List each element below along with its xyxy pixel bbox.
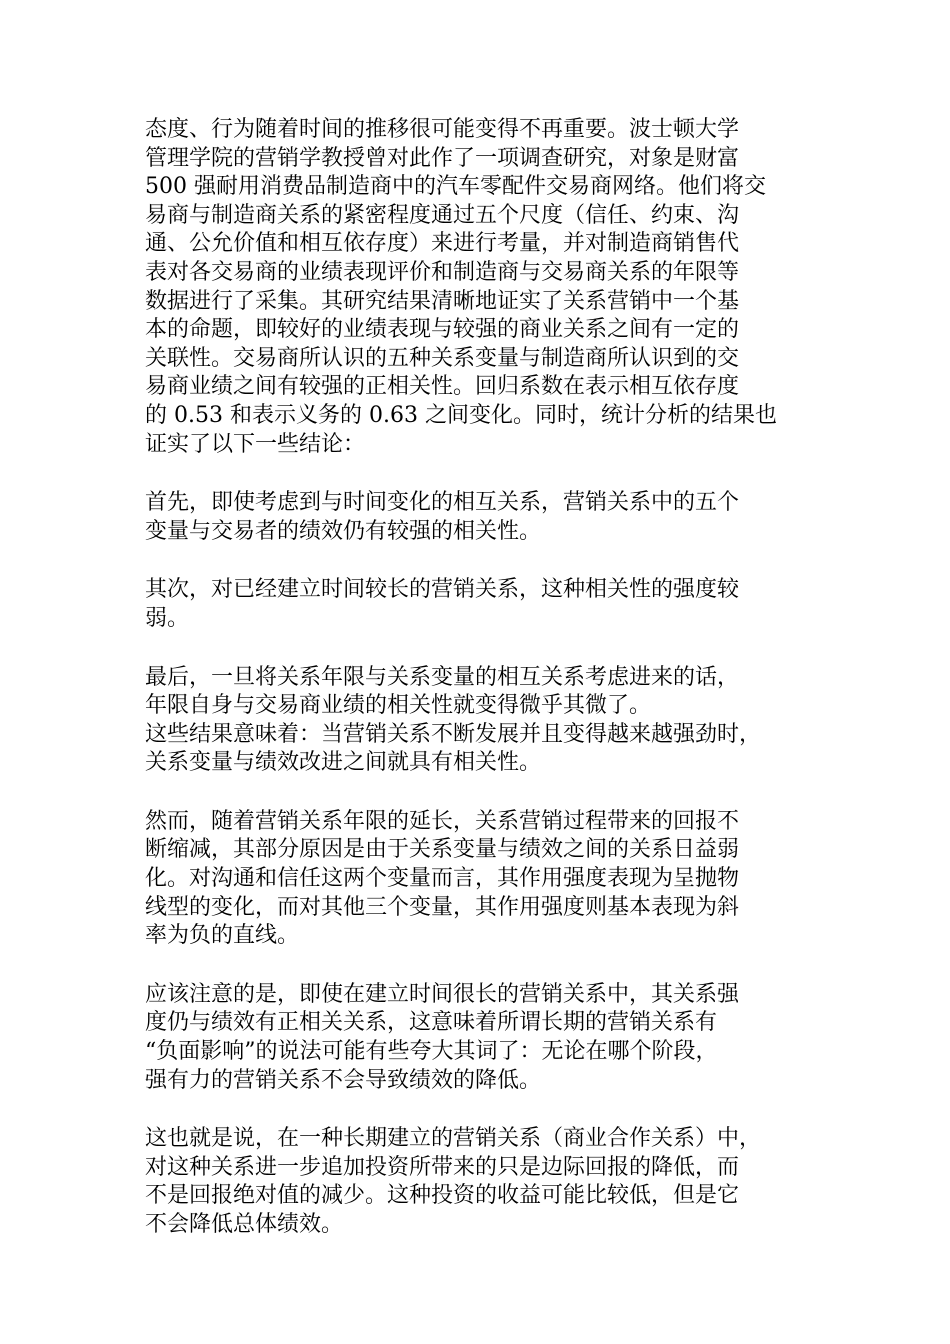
text-line: 然而，随着营销关系年限的延长，关系营销过程带来的回报不 [145,808,740,834]
text-line: 不会降低总体绩效。 [145,1212,344,1237]
text-line: 其次，对已经建立时间较长的营销关系，这种相关性的强度较 [145,577,740,603]
text-line: 证实了以下一些结论： [145,431,366,457]
paragraph-spacer [145,951,817,981]
paragraph-spacer [145,1095,817,1125]
text-line: 500 强耐用消费品制造商中的汽车零配件交易商网络。他们将交 [145,174,766,200]
text-line: “负面影响”的说法可能有些夸大其词了：无论在哪个阶段， [145,1039,718,1065]
paragraph-third-conclusion [145,664,817,778]
text-line: 通、公允价值和相互依存度）来进行考量，并对制造商销售代 [145,231,740,257]
text-line: 管理学院的营销学教授曾对此作了一项调查研究，对象是财富 [145,145,740,171]
text-line: 数据进行了采集。其研究结果清晰地证实了关系营销中一个基 [145,288,740,314]
text-line: 的 0.53 和表示义务的 0.63 之间变化。同时，统计分析的结果也 [145,402,777,428]
text-line: 本的命题，即较好的业绩表现与较强的商业关系之间有一定的 [145,317,740,343]
text-line: 这也就是说，在一种长期建立的营销关系（商业合作关系）中， [145,1126,762,1152]
text-line: 最后，一旦将关系年限与关系变量的相互关系考虑进来的话， [145,664,740,690]
paragraph-note [145,981,817,1095]
document-body [145,116,817,1240]
text-line: 弱。 [145,605,190,631]
text-line: 变量与交易者的绩效仍有较强的相关性。 [145,518,542,544]
paragraph-spacer [145,634,817,664]
text-line: 对这种关系进一步追加投资所带来的只是边际回报的降低，而 [145,1154,740,1180]
text-line: 关联性。交易商所认识的五种关系变量与制造商所认识到的交 [145,345,740,371]
paragraph-second-conclusion [145,576,817,633]
text-line: 表对各交易商的业绩表现评价和制造商与交易商关系的年限等 [145,259,740,285]
paragraph-intro [145,116,817,459]
text-line: 不是回报绝对值的减少。这种投资的收益可能比较低，但是它 [145,1183,740,1209]
paragraph-summary [145,1125,817,1239]
paragraph-first-conclusion [145,489,817,546]
paragraph-spacer [145,778,817,808]
text-line: 化。对沟通和信任这两个变量而言，其作用强度表现为呈抛物 [145,866,740,892]
text-line: 率为负的直线。 [145,923,300,949]
text-line: 易商与制造商关系的紧密程度通过五个尺度（信任、约束、沟 [145,202,740,228]
text-line: 易商业绩之间有较强的正相关性。回归系数在表示相互依存度 [145,374,740,400]
paragraph-diminishing-returns [145,808,817,951]
paragraph-spacer [145,546,817,576]
text-line: 线型的变化，而对其他三个变量，其作用强度则基本表现为斜 [145,894,740,920]
text-line: 这些结果意味着：当营销关系不断发展并且变得越来越强劲时， [145,721,762,747]
text-line: 应该注意的是，即使在建立时间很长的营销关系中，其关系强 [145,981,740,1007]
text-line: 强有力的营销关系不会导致绩效的降低。 [145,1067,542,1093]
text-line: 关系变量与绩效改进之间就具有相关性。 [145,750,542,776]
text-line: 年限自身与交易商业绩的相关性就变得微乎其微了。 [145,693,652,719]
text-line: 断缩减，其部分原因是由于关系变量与绩效之间的关系日益弱 [145,837,740,863]
text-line: 度仍与绩效有正相关关系，这意味着所谓长期的营销关系有 [145,1010,718,1036]
text-line: 态度、行为随着时间的推移很可能变得不再重要。波士顿大学 [145,117,740,142]
text-line: 首先，即使考虑到与时间变化的相互关系，营销关系中的五个 [145,490,740,516]
paragraph-spacer [145,459,817,489]
